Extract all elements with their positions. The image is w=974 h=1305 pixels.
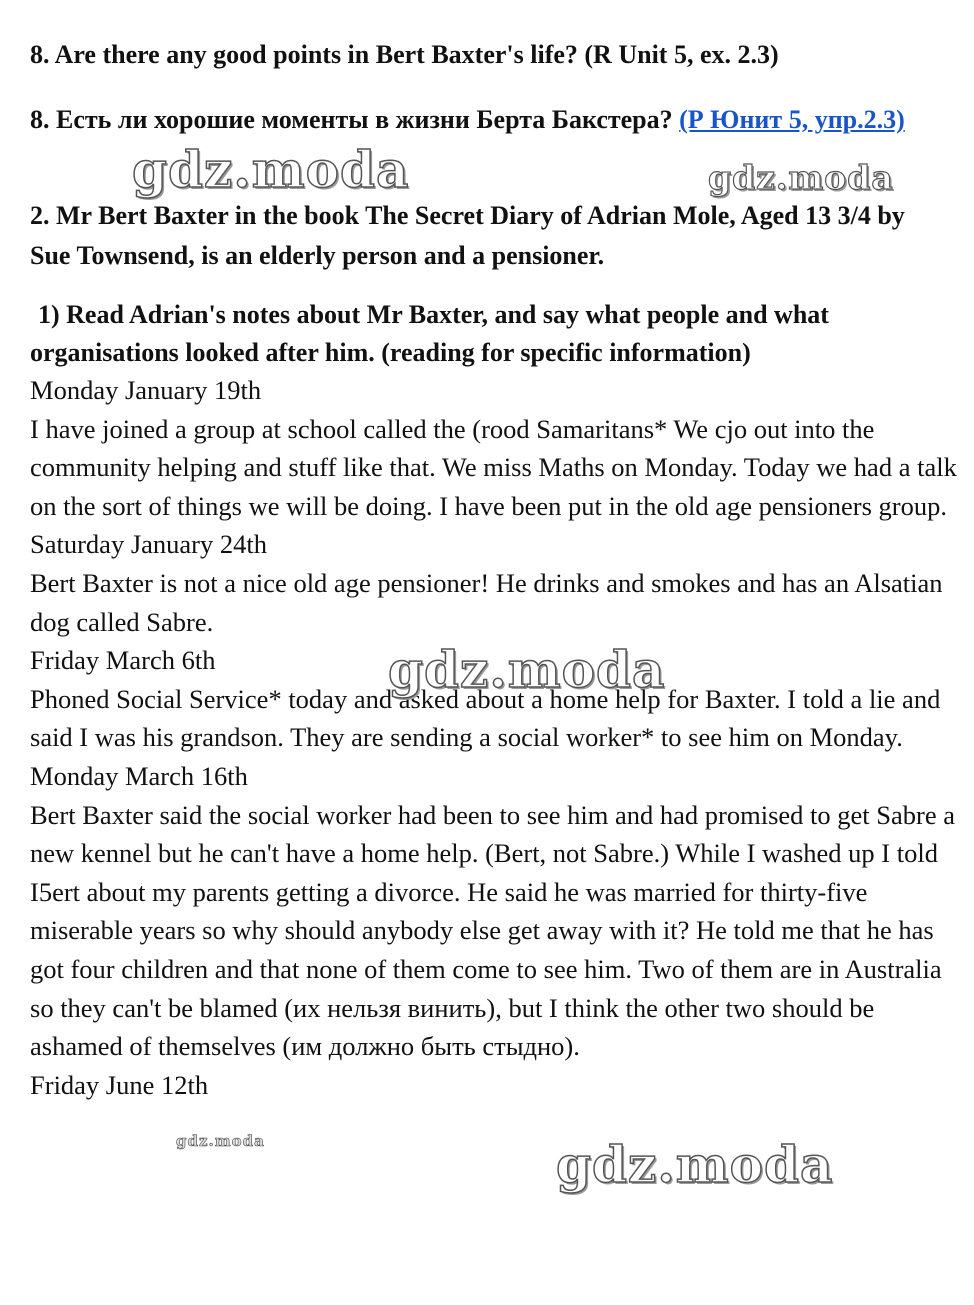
watermark-logo: gdz.moda <box>132 140 410 199</box>
question-english: 8. Are there any good points in Bert Baxter's life? (R Unit 5, ex. 2.3) <box>30 40 779 69</box>
question-russian-text: 8. Есть ли хорошие моменты в жизни Берта Бакстера? <box>30 105 680 134</box>
diary-text <box>30 371 960 1104</box>
diary-entry: Bert Baxter is not a nice old age pensioner! He drinks and smokes and has an Alsatian dog called Sabre. <box>30 567 943 637</box>
diary-date: Monday March 16th <box>30 760 248 791</box>
watermark-logo: gdz.moda <box>708 158 894 197</box>
exercise-intro: 2. Mr Bert Baxter in the book The Secret Diary of Adrian Mole, Aged 13 3/4 by Sue Townsend, is an elderly person and a pensioner. <box>30 201 905 270</box>
question-russian <box>30 100 930 140</box>
watermark-logo: gdz.moda <box>388 640 666 699</box>
diary-entry: Bert Baxter said the social worker had been to see him and had promised to get Sabre a new kennel but he can't have a home help. (Bert, not Sabre.) While I washed up I told I5ert about my parents getting a divorce. He said he was married for thirty-five miserable years so why should anybody else get away with it? He told me that he has got four children and that none of them come to see him. Two of them are in Australia so they can't be blamed (их нельзя винить), but I think the other two should be ashamed of themselves (им должно быть стыдно). <box>30 799 956 1062</box>
diary-entry: I have joined a group at school called the (rood Samaritans* We cjo out into the community helping and stuff like that. We miss Maths on Monday. Today we had a talk on the sort of things we will be doing. I have been put in the old age pensioners group. <box>30 413 957 521</box>
watermark-logo-small: gdz.moda <box>176 1132 265 1150</box>
diary-date: Friday March 6th <box>30 645 216 676</box>
unit-reference-link[interactable]: (Р Юнит 5, упр.2.3) <box>679 105 905 134</box>
diary-date: Monday January 19th <box>30 375 262 405</box>
task-instruction: 1) Read Adrian's notes about Mr Baxter, and say what people and what organisations looked after him. (reading for specific information) <box>30 300 829 367</box>
diary-date: Saturday January 24th <box>30 529 267 560</box>
watermark-logo: gdz.moda <box>556 1135 834 1194</box>
diary-entry: Phoned Social Service* today and asked about a home help for Baxter. I told a lie and said I was his grandson. They are sending a social worker* to see him on Monday. <box>30 683 941 753</box>
diary-date: Friday June 12th <box>30 1069 209 1100</box>
